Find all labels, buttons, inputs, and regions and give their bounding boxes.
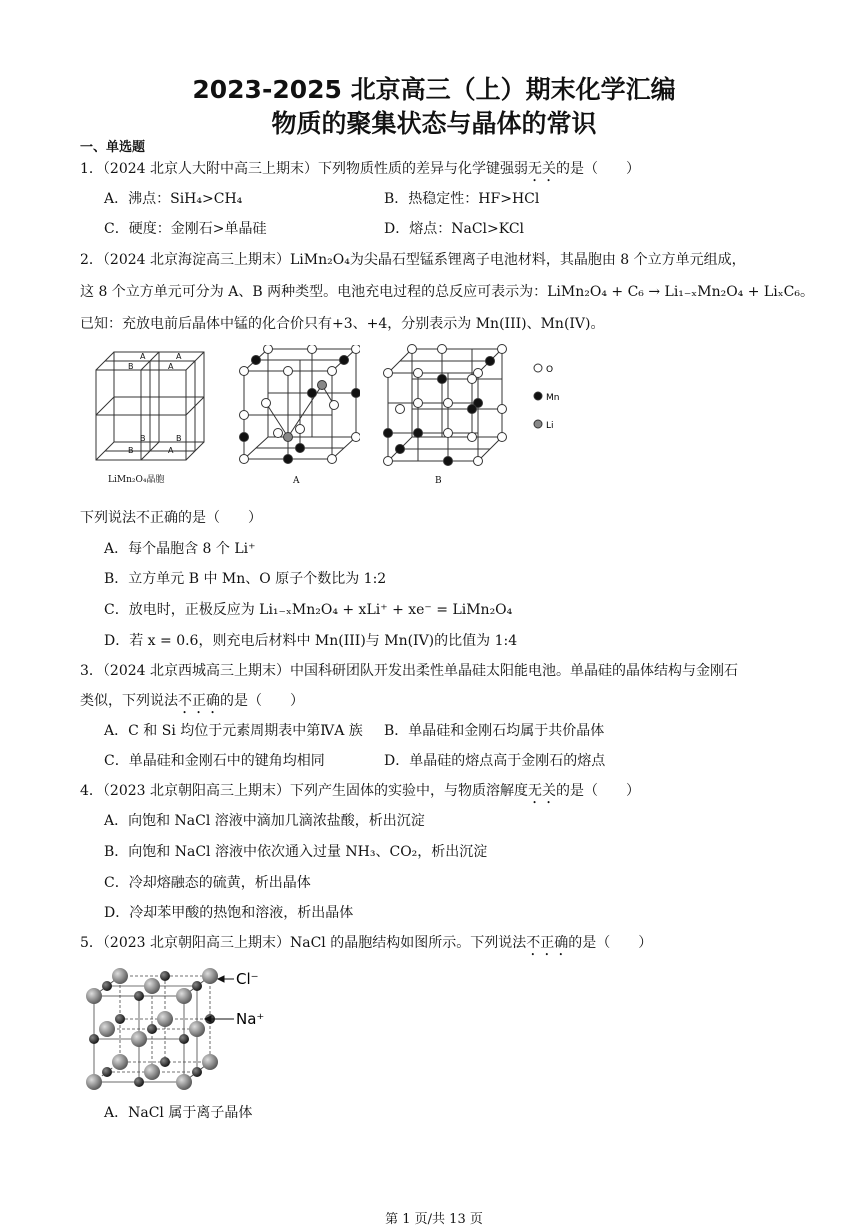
svg-text:Mn: Mn: [546, 393, 560, 403]
unit-a-figure: [238, 345, 360, 467]
document-subtitle: 物质的聚集状态与晶体的常识: [271, 109, 597, 138]
svg-text:O: O: [546, 365, 554, 375]
q1-stem: 1．（2024 北京人大附中高三上期末）下列物质性质的差异与化学键强弱无关的是（ ）: [80, 161, 640, 177]
svg-text:Na⁺: Na⁺: [236, 1010, 265, 1028]
q2-stem-line2: 这 8 个立方单元可分为 A、B 两种类型。电池充电过程的总反应可表示为：LiMn₂O₄ + C₆ → Li₁₋ₓMn₂O₄ + LiₓC₆。: [80, 284, 814, 300]
svg-text:A: A: [176, 352, 182, 361]
svg-text:A: A: [168, 362, 174, 371]
page-footer: 第 1 页/共 13 页: [385, 1212, 483, 1227]
q4-option-d: D．冷却苯甲酸的热饱和溶液，析出晶体: [104, 905, 354, 921]
q2-stem-line3: 已知：充放电前后晶体中锰的化合价只有+3、+4，分别表示为 Mn(III)、Mn(IV)。: [80, 316, 605, 332]
svg-text:Cl⁻: Cl⁻: [236, 970, 259, 988]
q3-option-c: C．单晶硅和金刚石中的键角均相同: [104, 753, 325, 769]
atom-legend: [530, 358, 580, 438]
q2-option-c: C．放电时，正极反应为 Li₁₋ₓMn₂O₄ + xLi⁺ + xe⁻ = LiMn₂O₄: [104, 602, 513, 618]
svg-text:B: B: [128, 362, 134, 371]
q4-option-b: B．向饱和 NaCl 溶液中依次通入过量 NH₃、CO₂，析出沉淀: [104, 844, 488, 860]
q3-option-b: B．单晶硅和金刚石均属于共价晶体: [384, 723, 605, 739]
spinel-cell-figure: [90, 345, 210, 475]
q3-option-a: A．C 和 Si 均位于元素周期表中第ⅣA 族: [104, 723, 363, 739]
q5-stem: 5．（2023 北京朝阳高三上期末）NaCl 的晶胞结构如图所示。下列说法不正确的是（ ）: [80, 935, 653, 951]
q2-option-d: D．若 x = 0.6，则充电后材料中 Mn(III)与 Mn(IV)的比值为 1:4: [104, 633, 518, 649]
svg-text:B: B: [140, 434, 146, 443]
q4-stem: 4．（2023 北京朝阳高三上期末）下列产生固体的实验中，与物质溶解度无关的是（ ）: [80, 783, 640, 799]
q1-option-c: C．硬度：金刚石>单晶硅: [104, 221, 267, 237]
q1-option-b: B．热稳定性：HF>HCl: [384, 191, 540, 207]
svg-text:B: B: [128, 446, 134, 455]
q2-option-a: A．每个晶胞含 8 个 Li⁺: [104, 541, 256, 557]
section-heading: 一、单选题: [80, 140, 146, 155]
q1-option-d: D．熔点：NaCl>KCl: [384, 221, 525, 237]
svg-text:Li: Li: [546, 421, 554, 431]
q2-option-b: B．立方单元 B 中 Mn、O 原子个数比为 1:2: [104, 571, 387, 587]
unit-a-caption: A: [293, 476, 300, 486]
unit-b-caption: B: [435, 476, 442, 486]
unit-b-figure: [382, 343, 508, 467]
q4-option-a: A．向饱和 NaCl 溶液中滴加几滴浓盐酸，析出沉淀: [104, 813, 425, 829]
svg-text:A: A: [140, 352, 146, 361]
q2-stem-line1: 2．（2024 北京海淀高三上期末）LiMn₂O₄为尖晶石型锰系锂离子电池材料，其晶胞由 8 个立方单元组成，: [80, 252, 746, 268]
svg-text:B: B: [176, 434, 182, 443]
q3-stem-line2: 类似，下列说法不正确的是（ ）: [80, 693, 304, 709]
q2-prompt: 下列说法不正确的是（ ）: [80, 510, 262, 526]
spinel-cell-caption: LiMn₂O₄晶胞: [108, 475, 165, 485]
q3-option-d: D．单晶硅的熔点高于金刚石的熔点: [384, 753, 606, 769]
q5-option-a: A．NaCl 属于离子晶体: [104, 1105, 253, 1121]
svg-text:A: A: [168, 446, 174, 455]
q4-option-c: C．冷却熔融态的硫黄，析出晶体: [104, 875, 311, 891]
nacl-cell-figure: [80, 962, 280, 1092]
q1-option-a: A．沸点：SiH₄>CH₄: [104, 191, 243, 207]
document-title: 2023-2025 北京高三（上）期末化学汇编: [192, 75, 676, 104]
q3-stem-line1: 3．（2024 北京西城高三上期末）中国科研团队开发出柔性单晶硅太阳能电池。单晶硅的晶体结构与金刚石: [80, 663, 738, 679]
